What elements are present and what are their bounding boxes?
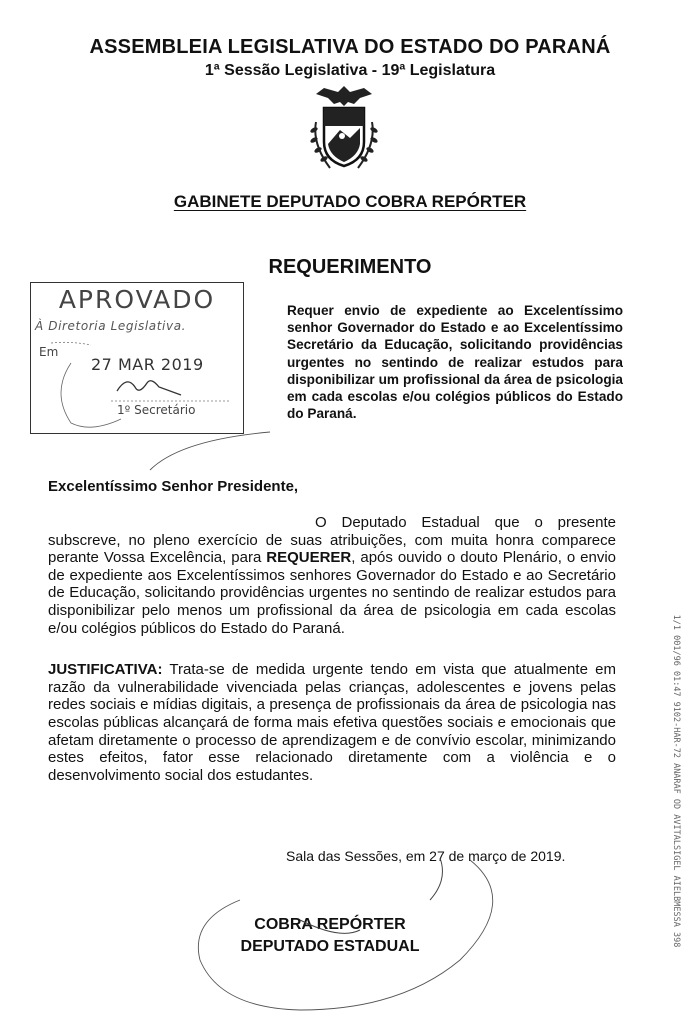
request-emphasis: REQUERER <box>266 549 352 567</box>
request-summary: Requer envio de expediente ao Excelentíssimo senhor Governador do Estado e ao Excelentíssimo Secretário da Educação, solicitando providências urgentes no sentindo de realizar estudos para disponibilizar um profissional da área de psicologia em cada escolas e/ou colégios públicos do Estado do Paraná. <box>287 303 623 422</box>
stamp-signature <box>31 283 243 433</box>
office-heading <box>0 192 700 212</box>
stamp-status: APROVADO <box>58 285 216 314</box>
place-and-date: Sala das Sessões, em 27 de março de 2019. <box>286 848 566 864</box>
justification-label: JUSTIFICATIVA: <box>48 661 163 679</box>
justification-paragraph <box>48 661 616 784</box>
stamp-date: 27 MAR 2019 <box>91 355 204 374</box>
session-subtitle: 1ª Sessão Legislativa - 19ª Legislatura <box>204 62 496 79</box>
justification-text: Trata-se de medida urgente tendo em vista que atualmente em razão da vulnerabilidade vivenciada pelas crianças, adolescentes e jovens pelas redes sociais e mídias digitais, a presença de profissionais da área de psicologia nas escolas públicas alcançará de forma mais efetiva questões sociais e emocionais que afetam diretamente o processo de aprendizagem e de convívio escolar, minimizando estes efeitos, fator esse relacionado diretamente com a violência e o desenvolvimento social dos estudantes. <box>48 661 616 784</box>
protocol-side-text: 1/1 001/96 01:47 9102-HAR-72 ANARAF OD AVITALSIGEL AIELBMESSA 398 <box>671 614 681 948</box>
stamp-em-label: Em <box>39 345 59 359</box>
request-text-part1: O Deputado Estadual que o presente subscreve, no pleno exercício de suas atribuições, com muita honra comparece perante Vossa Excelência, para <box>48 514 616 567</box>
signer-name: COBRA REPÓRTER <box>254 916 406 933</box>
document-title: REQUERIMENTO <box>268 256 432 278</box>
request-text-part2: , após ouvido o douto Plenário, o envio de expediente aos Excelentíssimos senhores Governador do Estado e ao Secretário de Educação, solicitando providências urgentes no sentindo de realizar estudos para disponibilizar pelo menos um profissional da área de psicologia em cada escolas e/ou colégios públicos do Estado do Paraná. <box>48 549 616 637</box>
approval-stamp <box>30 282 244 434</box>
protocol-side-stamp <box>665 570 681 1000</box>
document-body <box>48 514 616 784</box>
signer-title: DEPUTADO ESTADUAL <box>240 938 420 955</box>
stamp-destination: À Diretoria Legislativa. <box>35 319 187 333</box>
state-coat-of-arms <box>294 82 394 174</box>
institution-title: ASSEMBLEIA LEGISLATIVA DO ESTADO DO PARANÁ <box>89 36 611 58</box>
salutation: Excelentíssimo Senhor Presidente, <box>48 478 299 495</box>
stamp-secretary: 1º Secretário <box>117 403 196 417</box>
office-heading-text: GABINETE DEPUTADO COBRA REPÓRTER <box>173 192 527 211</box>
request-paragraph <box>48 514 616 637</box>
